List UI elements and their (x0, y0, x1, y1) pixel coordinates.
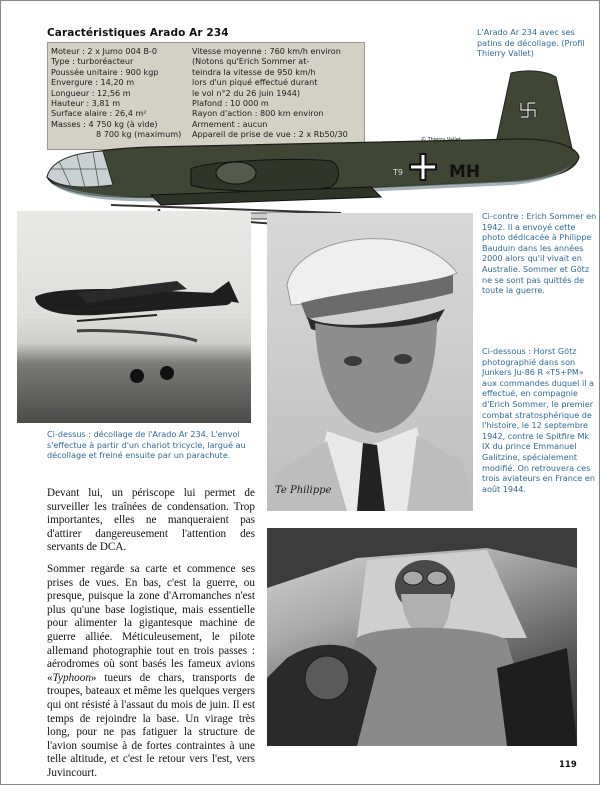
aircraft-code: MH (449, 162, 481, 182)
body-paragraph-2 (47, 563, 255, 781)
profile-caption: L'Arado Ar 234 avec ses patins de décollage. (Profil Thierry Vallet) (477, 27, 585, 59)
aircraft-tail-number: T9 (393, 168, 403, 177)
spec-line: Type : turboréacteur (51, 56, 134, 67)
body-paragraph-2-part-a: Sommer regarde sa carte et commence ses prises de vues. En bas, c'est la guerre, ou presque, puisque la zone d'Arromanches n'est plus qu'une base logistique, mais essentielle pour alimenter la gigantesque machine de guerre alliée. Méticuleusement, le pilote allemand photographie tout en trois passes : aérodromes où sont basés les fameux avions « (47, 562, 255, 684)
cockpit-photo (267, 528, 577, 746)
portrait-photo-image (267, 213, 473, 511)
spec-line: Longueur : 12,56 m (51, 87, 131, 98)
caption-ci-dessus-left: Ci-dessus : décollage de l'Arado Ar 234. L'envol s'effectue à partir d'un chariot tricycle, largué au décollage et freiné ensuite par un parachute. (47, 429, 246, 461)
profile-credit: © Thierry Vallet (421, 137, 461, 143)
specs-title: Caractéristiques Arado Ar 234 (47, 27, 229, 39)
page-number: 119 (559, 760, 577, 770)
cockpit-photo-image (267, 528, 577, 746)
caption-ci-contre: Ci-contre : Erich Sommer en 1942. Il a envoyé cette photo dédicacée à Philippe Bauduin dans les années 2000 alors qu'il vivait en Australie. Sommer et Götz ne se sont pas quittés de toute la guerre. (482, 211, 597, 296)
spec-line: le vol n°2 du 26 juin 1944) (192, 87, 301, 98)
spec-line: 8 700 kg (maximum) (96, 129, 182, 140)
spec-line: Armement : aucun (192, 118, 268, 129)
spec-line: teindra la vitesse de 950 km/h (192, 66, 316, 77)
spec-line: Vitesse moyenne : 760 km/h environ (192, 46, 341, 56)
takeoff-photo-image (17, 211, 251, 423)
spec-line: Surface alaire : 26,4 m² (51, 108, 147, 119)
body-text (47, 487, 255, 780)
body-paragraph-2-emphasis: Typhoon (52, 671, 91, 684)
spec-line: Hauteur : 3,81 m (51, 98, 121, 109)
portrait-photo (267, 213, 473, 511)
portrait-signature: Te Philippe (275, 485, 332, 496)
takeoff-photo (17, 211, 251, 423)
spec-line: (Notons qu'Erich Sommer at- (192, 56, 310, 67)
spec-line: Poussée unitaire : 900 kgp (51, 66, 159, 77)
spec-line: Masses : 4 750 kg (à vide) (51, 118, 158, 129)
body-paragraph-2-part-b: » tueurs de chars, transports de troupes, bateaux et même les quelques vergers qui ont résisté à l'assaut du mois de juin. Il est temps de rejoindre la base. Un virage très long, pour ne pas fatiguer la structure de l'avion soumise à de fortes contraintes à une telle altitude, et c'est le retour vers l'est, vers Juvincourt. (47, 671, 255, 779)
spec-line: Envergure : 14,20 m (51, 77, 135, 88)
body-paragraph-1: Devant lui, un périscope lui permet de surveiller les traînées de condensation. Trop importantes, elles ne manqueraient pas d'attirer dangereusement l'attention des servants de DCA. (47, 487, 255, 554)
caption-ci-dessous-right: Ci-dessous : Horst Götz photographié dans son Junkers Ju-86 R «T5+PM» aux commandes duquel il a effectué, en compagnie d'Erich Sommer, le premier combat stratosphérique de l'histoire, le 12 septembre 1942, contre le Spitfire Mk IX du prince Emmanuel Galitzine, spécialement modifié. On retrouvera ces trois aviateurs en France en août 1944. (482, 346, 595, 494)
spec-line: Rayon d'action : 800 km environ (192, 108, 324, 119)
spec-line: Appareil de prise de vue : 2 x Rb50/30 (192, 129, 348, 140)
spec-line: Moteur : 2 x Jumo 004 B-0 (51, 46, 158, 56)
spec-line: lors d'un piqué effectué durant (192, 77, 318, 88)
spec-line: Plafond : 10 000 m (192, 98, 269, 109)
